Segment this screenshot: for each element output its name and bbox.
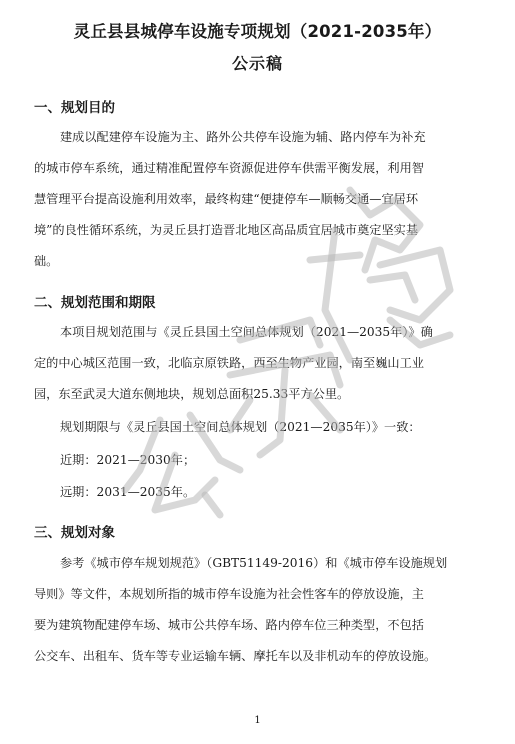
paragraph-line: 础。	[34, 254, 59, 268]
paragraph-line: 近期：2021—2030年；	[60, 453, 196, 467]
section-heading-scope: 二、规划范围和期限	[34, 295, 156, 311]
paragraph-line: 的城市停车系统，通过精准配置停车资源促进停车供需平衡发展，利用智	[34, 161, 424, 175]
paragraph-line: 公交车、出租车、货车等专业运输车辆、摩托车以及非机动车的停放设施。	[34, 649, 437, 663]
paragraph-line: 远期：2031—2035年。	[60, 485, 196, 499]
paragraph-line: 慧管理平台提高设施利用效率，最终构建“便捷停车—顺畅交通—宜居环	[34, 192, 419, 206]
document-title: 灵丘县县城停车设施专项规划（2021-2035年）	[73, 22, 442, 41]
section-heading-purpose: 一、规划目的	[34, 100, 115, 116]
paragraph-line: 建成以配建停车设施为主、路外公共停车设施为辅、路内停车为补充	[60, 130, 426, 144]
paragraph-line: 参考《城市停车规划规范》（GBT51149-2016）和《城市停车设施规划	[60, 556, 448, 570]
paragraph-line: 定的中心城区范围一致，北临京原铁路，西至生物产业园，南至巍山工业	[34, 356, 424, 370]
page-number: 1	[254, 715, 261, 726]
paragraph-line: 规划期限与《灵丘县国土空间总体规划（2021—2035年）》一致：	[60, 420, 421, 434]
paragraph-line: 园，东至武灵大道东侧地块，规划总面积25.33平方公里。	[34, 387, 350, 401]
paragraph-line: 本项目规划范围与《灵丘县国土空间总体规划（2021—2035年）》确	[60, 325, 433, 339]
section-heading-objects: 三、规划对象	[34, 525, 115, 541]
document-subtitle: 公示稿	[231, 54, 283, 73]
paragraph-line: 境”的良性循环系统，为灵丘县打造晋北地区高品质宜居城市奠定坚实基	[34, 223, 419, 237]
paragraph-line: 导则》等文件，本规划所指的城市停车设施为社会性客车的停放设施，主	[34, 587, 424, 601]
paragraph-line: 要为建筑物配建停车场、城市公共停车场、路内停车位三种类型，不包括	[34, 618, 424, 632]
